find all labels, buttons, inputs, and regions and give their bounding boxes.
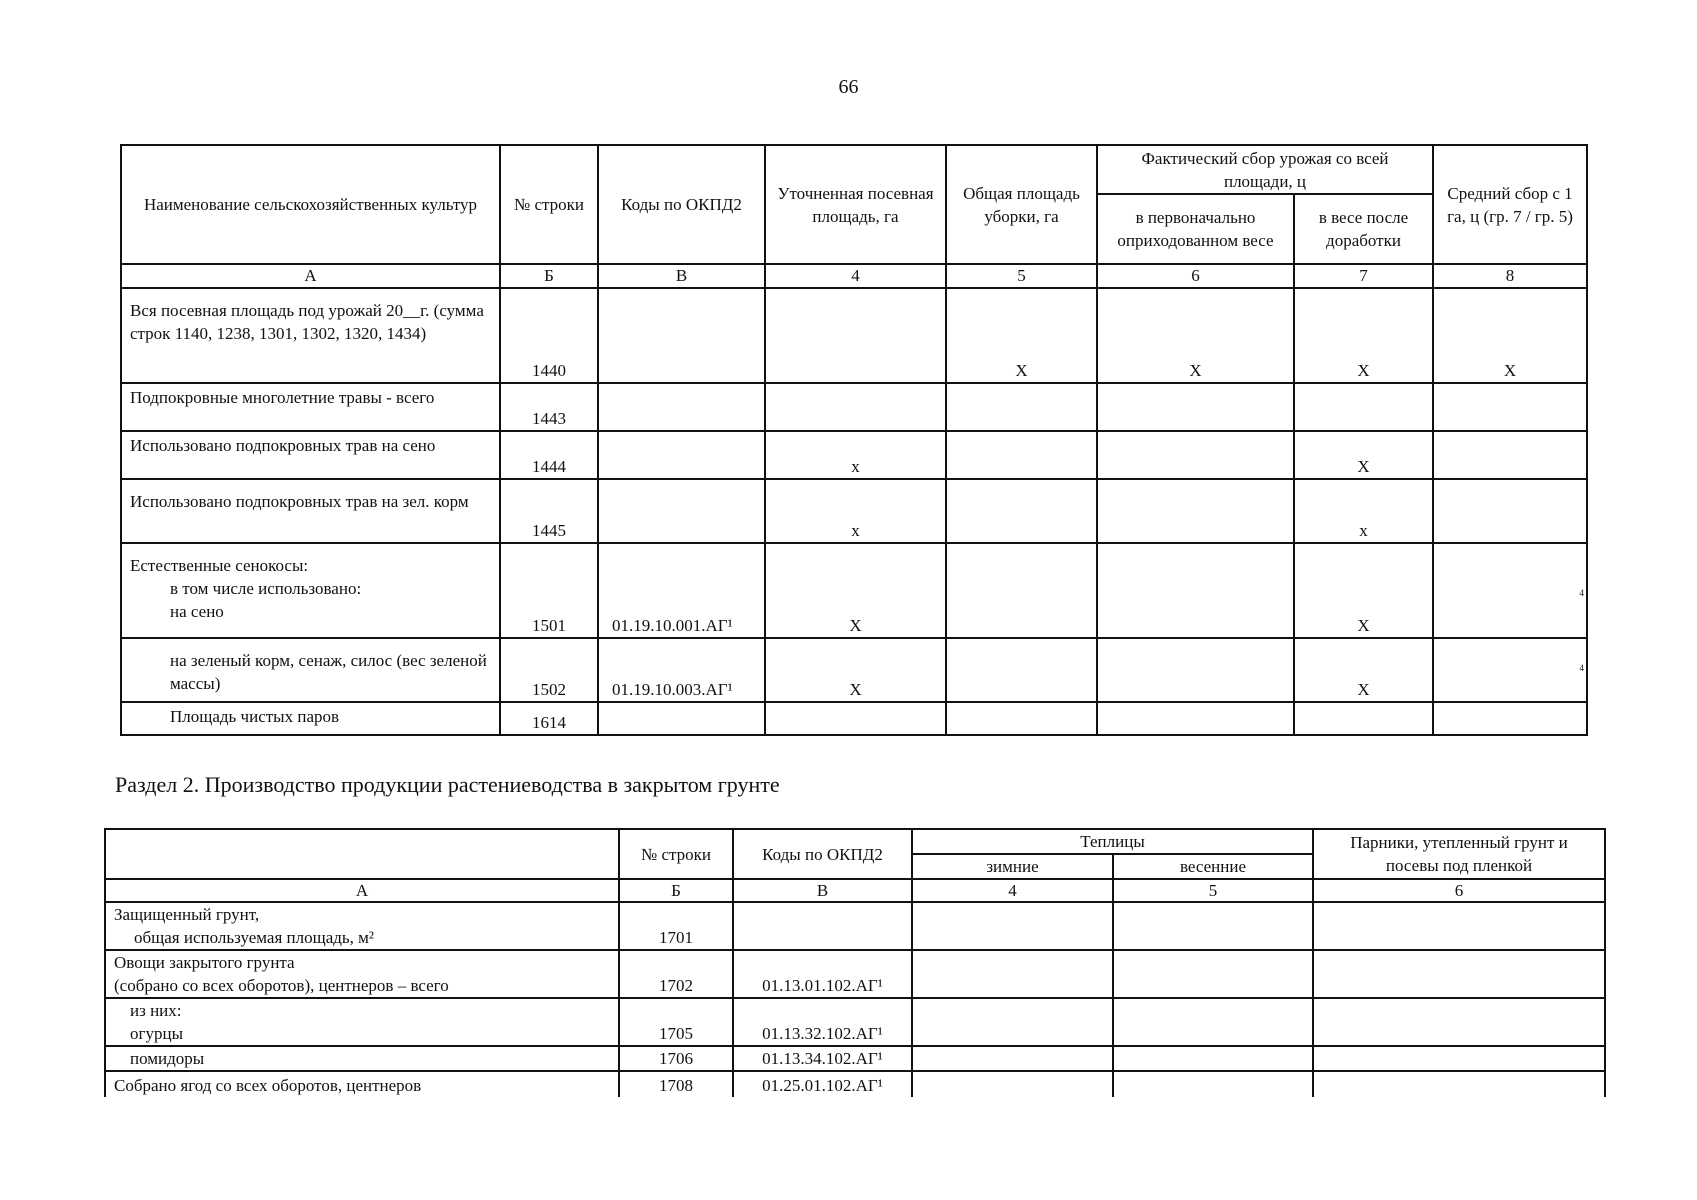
- header-average-yield: Средний сбор с 1 га, ц (гр. 7 / гр. 5): [1433, 145, 1587, 264]
- table-row: [121, 638, 1587, 702]
- okpd2-code: [598, 702, 765, 735]
- column-letter: Б: [619, 879, 733, 902]
- row-name-line: (собрано со всех оборотов), центнеров – всего: [114, 976, 449, 995]
- row-number: 1443: [500, 383, 598, 431]
- margin-note: 4: [1579, 588, 1585, 598]
- margin-note: 4: [1579, 663, 1585, 673]
- section-title: Раздел 2. Производство продукции растениеводства в закрытом грунте: [115, 772, 780, 797]
- column-letter: 7: [1294, 264, 1433, 288]
- okpd2-code: [598, 288, 765, 383]
- row-name-line: Овощи закрытого грунта: [114, 953, 295, 972]
- cell-col4: X: [765, 543, 946, 638]
- cell-winter: [912, 902, 1113, 950]
- okpd2-code: 01.25.01.102.АГ¹: [733, 1071, 912, 1097]
- crop-name: на зеленый корм, сенаж, силос (вес зеленой массы): [121, 638, 500, 702]
- cell-winter: [912, 998, 1113, 1046]
- column-letter: Б: [500, 264, 598, 288]
- table-row: [105, 950, 1605, 998]
- cell-col5: [946, 543, 1097, 638]
- crop-name: Использовано подпокровных трав на зел. корм: [121, 479, 500, 543]
- cell-col8: [1433, 383, 1587, 431]
- row-number: 1444: [500, 431, 598, 479]
- column-letter: 5: [1113, 879, 1313, 902]
- crop-name: Вся посевная площадь под урожай 20__г. (сумма строк 1140, 1238, 1301, 1302, 1320, 1434): [121, 288, 500, 383]
- column-letter: В: [733, 879, 912, 902]
- cell-col6: [1097, 383, 1294, 431]
- row-number: 1440: [500, 288, 598, 383]
- cell-col8: [1433, 702, 1587, 735]
- row-name-line: из них:: [130, 1001, 182, 1020]
- column-letters-row: [105, 879, 1605, 902]
- column-letter: 4: [912, 879, 1113, 902]
- table-row: [105, 1071, 1605, 1097]
- okpd2-code: 01.13.01.102.АГ¹: [733, 950, 912, 998]
- page-number: 66: [838, 76, 859, 98]
- row-name: Собрано ягод со всех оборотов, центнеров: [105, 1071, 619, 1097]
- okpd2-code: [733, 902, 912, 950]
- cell-col4: x: [765, 479, 946, 543]
- column-letter: 4: [765, 264, 946, 288]
- row-number: 1706: [619, 1046, 733, 1071]
- cell-winter: [912, 1071, 1113, 1097]
- cell-col7: X: [1294, 431, 1433, 479]
- table-row: [121, 543, 1587, 638]
- column-letter: А: [121, 264, 500, 288]
- okpd2-code: [598, 431, 765, 479]
- cell-col8: [1433, 543, 1587, 638]
- cell-col7: [1294, 383, 1433, 431]
- cell-col6: [1097, 543, 1294, 638]
- row-number: 1701: [619, 902, 733, 950]
- cell-spring: [1113, 1046, 1313, 1071]
- cell-col6: [1097, 479, 1294, 543]
- header-sown-area: Уточненная посевная площадь, га: [765, 145, 946, 264]
- row-name: [105, 998, 619, 1046]
- row-number: 1445: [500, 479, 598, 543]
- cell-col6: X: [1097, 288, 1294, 383]
- table-row: [105, 1046, 1605, 1071]
- row-number: 1702: [619, 950, 733, 998]
- cell-col5: [946, 431, 1097, 479]
- cell-col5: X: [946, 288, 1097, 383]
- cell-col4: x: [765, 431, 946, 479]
- cell-col4: [765, 288, 946, 383]
- header-initial-weight: в первоначально оприходованном весе: [1097, 194, 1294, 264]
- cell-col8: X: [1433, 288, 1587, 383]
- crop-name: Подпокровные многолетние травы - всего: [121, 383, 500, 431]
- column-letter: А: [105, 879, 619, 902]
- row-name: [105, 1046, 619, 1071]
- cell-col5: [946, 702, 1097, 735]
- header-spring: весенние: [1113, 854, 1313, 879]
- cell-col8: [1433, 431, 1587, 479]
- row-name-line: Защищенный грунт,: [114, 905, 260, 924]
- cell-winter: [912, 1046, 1113, 1071]
- okpd2-code: 01.13.32.102.АГ¹: [733, 998, 912, 1046]
- cell-col5: [946, 479, 1097, 543]
- header-after-processing: в весе после доработки: [1294, 194, 1433, 264]
- cell-col4: [765, 383, 946, 431]
- cell-spring: [1113, 902, 1313, 950]
- row-number: 1708: [619, 1071, 733, 1097]
- cell-col6: [1097, 702, 1294, 735]
- row-name: [105, 902, 619, 950]
- header-winter: зимние: [912, 854, 1113, 879]
- column-letters-row: [121, 264, 1587, 288]
- cell-col8: [1433, 479, 1587, 543]
- column-letter: 5: [946, 264, 1097, 288]
- cell-col8: [1433, 638, 1587, 702]
- crop-name: [121, 543, 500, 638]
- table-row: [121, 479, 1587, 543]
- table-row: [105, 998, 1605, 1046]
- header-actual-harvest: Фактический сбор урожая со всей площади, ц: [1097, 145, 1433, 194]
- row-number: 1501: [500, 543, 598, 638]
- column-letter: В: [598, 264, 765, 288]
- header-greenhouses: Теплицы: [912, 829, 1313, 854]
- column-letter: 8: [1433, 264, 1587, 288]
- column-letter: 6: [1097, 264, 1294, 288]
- cell-col7: [1294, 702, 1433, 735]
- crop-name: Площадь чистых паров: [121, 702, 500, 735]
- row-name-line: помидоры: [130, 1049, 205, 1068]
- okpd2-code: 01.19.10.001.АГ¹: [598, 543, 765, 638]
- table-row: [121, 702, 1587, 735]
- header-hotbeds: Парники, утепленный грунт и посевы под пленкой: [1313, 829, 1605, 879]
- header-crop-name: Наименование сельскохозяйственных культур: [121, 145, 500, 264]
- crop-name-line: Естественные сенокосы:: [130, 556, 309, 575]
- cell-col4: [765, 702, 946, 735]
- row-number: 1705: [619, 998, 733, 1046]
- cell-hotbeds: [1313, 902, 1605, 950]
- cell-winter: [912, 950, 1113, 998]
- row-number: 1502: [500, 638, 598, 702]
- okpd2-code: [598, 479, 765, 543]
- cell-col7: x: [1294, 479, 1433, 543]
- okpd2-code: 01.19.10.003.АГ¹: [598, 638, 765, 702]
- header-name: [105, 829, 619, 879]
- table-row: [121, 288, 1587, 383]
- row-number: 1614: [500, 702, 598, 735]
- cell-col4: X: [765, 638, 946, 702]
- row-name: [105, 950, 619, 998]
- okpd2-code: 01.13.34.102.АГ¹: [733, 1046, 912, 1071]
- greenhouse-production-table: [104, 828, 1606, 1097]
- cell-spring: [1113, 950, 1313, 998]
- crop-name-line: в том числе использовано:: [170, 579, 362, 598]
- cell-col5: [946, 383, 1097, 431]
- table-row: [121, 383, 1587, 431]
- cell-col6: [1097, 638, 1294, 702]
- cell-col7: X: [1294, 543, 1433, 638]
- cell-col6: [1097, 431, 1294, 479]
- cell-spring: [1113, 1071, 1313, 1097]
- cell-col7: X: [1294, 288, 1433, 383]
- row-name-line: огурцы: [130, 1024, 183, 1043]
- cell-col5: [946, 638, 1097, 702]
- table-row: [121, 431, 1587, 479]
- header-row-number: № строки: [619, 829, 733, 879]
- cell-hotbeds: [1313, 950, 1605, 998]
- cell-spring: [1113, 998, 1313, 1046]
- okpd2-code: [598, 383, 765, 431]
- cell-hotbeds: [1313, 1071, 1605, 1097]
- cell-hotbeds: [1313, 998, 1605, 1046]
- column-letter: 6: [1313, 879, 1605, 902]
- cell-col7: X: [1294, 638, 1433, 702]
- crop-name-line: на сено: [170, 602, 224, 621]
- header-okpd2-codes: Коды по ОКПД2: [598, 145, 765, 264]
- cell-hotbeds: [1313, 1046, 1605, 1071]
- row-name-line: общая используемая площадь, м²: [134, 928, 375, 947]
- crop-name: Использовано подпокровных трав на сено: [121, 431, 500, 479]
- table-row: [105, 902, 1605, 950]
- crop-area-table: [120, 144, 1588, 736]
- header-row-number: № строки: [500, 145, 598, 264]
- header-okpd2-codes: Коды по ОКПД2: [733, 829, 912, 879]
- header-harvest-area: Общая площадь уборки, га: [946, 145, 1097, 264]
